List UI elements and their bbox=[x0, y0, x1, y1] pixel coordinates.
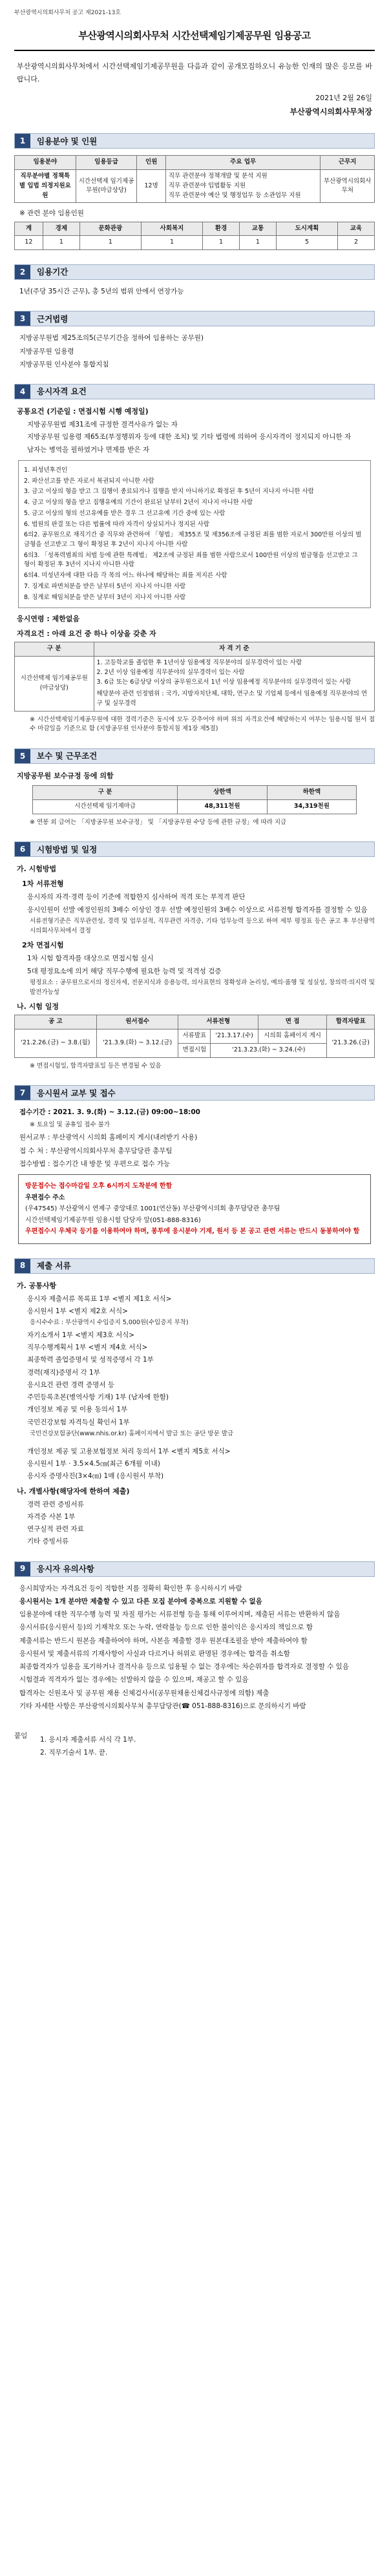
duty-item: 직무 관련분야 예산 및 행정업무 등 소관업무 지원 bbox=[168, 191, 301, 199]
law-item: 지방공무원 인사분야 통합지침 bbox=[19, 360, 109, 368]
section-7-header bbox=[14, 1085, 375, 1101]
law-item: 지방공무원법 제25조의5(근무기간을 정하여 임용하는 공무원) bbox=[19, 334, 204, 343]
box-line: 우편접수시 우체국 등기를 이용하여야 하며, 봉투에 응시분야 기재, 원서 등 본 공고 관련 서류는 반드시 동봉하여야 함 bbox=[25, 1228, 360, 1236]
doc-note: 국민건강보험공단(www.nhis.or.kr) 홈페이지에서 발급 또는 공단 방문 발급 bbox=[30, 1430, 234, 1437]
doc-item: 주민등록초본(병역사항 기재) 1부 (남자에 한함) bbox=[27, 1393, 169, 1402]
disqual-note: 6. 법원의 판결 또는 다른 법률에 따라 자격이 상실되거나 정지된 사람 bbox=[24, 520, 210, 528]
caution-item: 최종합격자가 임용을 포기하거나 결격사유 등으로 임용될 수 없는 경우에는 차순위자를 합격자로 결정할 수 있음 bbox=[19, 1663, 349, 1671]
apply-item: 접 수 처 : 부산광역시의회사무처 총무담당관 총무팀 bbox=[19, 1146, 173, 1155]
table-header: 주요 업무 bbox=[165, 156, 321, 170]
table-header: 근무지 bbox=[321, 156, 375, 170]
qual-note: ※ 시간선택제임기제공무원에 대한 경력기준은 동시에 모두 갖추어야 하며 위의 자격요건에 해당하는지 여부는 임용시험 원서 접수 마감일을 기준으로 함 (지방공무원 인사분야 통합지침 제1장 제5절) bbox=[30, 715, 375, 733]
doc-item: 기타 증빙서류 bbox=[27, 1537, 69, 1546]
caution-item: 응시원서는 1개 분야만 제출할 수 있고 다른 모집 분야에 중복으로 지원할 수 없음 bbox=[19, 1597, 262, 1605]
table-cell: 1 bbox=[141, 236, 202, 250]
table-cell: '21.3.26.(금) bbox=[327, 1029, 375, 1057]
pay-note: ※ 연봉 외 급여는 「지방공무원 보수규정」 및 「지방공무원 수당 등에 관한 규정」에 따라 지급 bbox=[30, 818, 287, 826]
cell-place: 부산광역시의회사무처 bbox=[321, 170, 375, 203]
table-header: 인원 bbox=[137, 156, 166, 170]
table-header: 원서접수 bbox=[96, 1015, 178, 1029]
schedule-note: ※ 면접시험일, 합격자발표일 등은 변경될 수 있음 bbox=[30, 1062, 162, 1070]
attach-item: 1. 응시자 제출서류 서식 각 1부. bbox=[40, 1736, 136, 1744]
section-title: 응시자격 요건 bbox=[37, 386, 87, 397]
table-row bbox=[15, 657, 375, 712]
law-item: 지방공무원 임용령 bbox=[19, 347, 74, 355]
section-8-header bbox=[14, 1258, 375, 1274]
table-header: 환경 bbox=[203, 222, 240, 236]
doc-item: 응시원서 1부 <별지 제2호 서식> bbox=[27, 1307, 128, 1315]
docs-individual-title: 나. 개별사항(해당자에 한하여 제출) bbox=[17, 1486, 130, 1495]
apply-item: 원서교부 : 부산광역시 시의회 홈페이지 게시(내려받기 사용) bbox=[19, 1134, 198, 1142]
stage-1: 1차 서류전형 bbox=[22, 880, 64, 889]
section-number: 3 bbox=[15, 311, 30, 326]
table-cell: 1 bbox=[43, 236, 79, 250]
section-title: 시험방법 및 일정 bbox=[37, 844, 98, 854]
attach-item: 2. 직무기술서 1부. 끝. bbox=[40, 1748, 108, 1757]
doc-item: 자격증 사본 1부 bbox=[27, 1512, 76, 1521]
caution-item: 제출서류는 반드시 원본을 제출하여야 하며, 사본을 제출할 경우 원본대조필을 받아 제출하여야 함 bbox=[19, 1636, 308, 1645]
notice-number: 부산광역시의회사무처 공고 제2021-13호 bbox=[14, 10, 121, 16]
section-number: 9 bbox=[15, 1562, 30, 1576]
table-header: 서류전형 bbox=[178, 1015, 258, 1029]
section-title: 응시원서 교부 및 접수 bbox=[37, 1088, 116, 1098]
table-cell: 서류발표 bbox=[178, 1029, 211, 1044]
intro-text: 부산광역시의회사무처에서 시간선택제임기제공무원을 다음과 같이 공개모집하오니 유능한 인재의 많은 응모를 바랍니다. bbox=[17, 62, 372, 83]
section-number: 2 bbox=[15, 265, 30, 279]
section-4-header bbox=[14, 384, 375, 399]
table-cell: 48,311천원 bbox=[178, 799, 267, 814]
criteria-item: 2. 2년 이상 임용예정 직무분야의 실무경력이 있는 사람 bbox=[96, 668, 245, 676]
table-row bbox=[15, 1029, 375, 1044]
doc-item: 경력 관련 증빙서류 bbox=[27, 1500, 84, 1508]
caution-item: 시험결과 적격자가 없는 경우에는 선발하지 않을 수 있으며, 재공고 할 수 있음 bbox=[19, 1676, 249, 1684]
qual-requirements: 자격요건 : 아래 요건 중 하나 이상을 갖춘 자 bbox=[17, 629, 156, 639]
caution-item: 응시희망자는 자격요건 등이 적합한 지를 정확히 확인한 후 응시하시기 바람 bbox=[19, 1584, 242, 1592]
section-number: 1 bbox=[15, 134, 30, 148]
table-cell: '21.3.17.(수) bbox=[211, 1029, 258, 1044]
mail-info-box bbox=[18, 1174, 371, 1244]
section-number: 4 bbox=[15, 385, 30, 399]
section-2-header bbox=[14, 264, 375, 280]
criteria-item: 3. 6급 또는 6급상당 이상의 공무원으로서 1년 이상 임용예정 직무분야의 실무경력이 있는 사람 bbox=[96, 678, 352, 686]
doc-item: 국민건강보험 자격득실 확인서 1부 bbox=[27, 1418, 130, 1426]
qual-criteria bbox=[94, 657, 374, 712]
qualification-table bbox=[14, 642, 375, 711]
stage-2: 2차 면접시험 bbox=[22, 941, 64, 950]
cell-grade: 시간선택제 임기제공무원(마급상당) bbox=[76, 170, 137, 203]
sub-title: ※ 관련 분야 임용인원 bbox=[19, 209, 84, 218]
qual-common: 공통요건 (기준일 : 면접시험 시행 예정일) bbox=[17, 407, 149, 416]
table-header: 교육 bbox=[338, 222, 375, 236]
table-row bbox=[15, 170, 375, 203]
doc-item: 직무수행계획서 1부 <별지 제4호 서식> bbox=[27, 1344, 148, 1352]
table-cell: 1 bbox=[203, 236, 240, 250]
position-table bbox=[14, 155, 375, 203]
term-text: 1년(주당 35시간 근무), 총 5년의 범위 안에서 연장가능 bbox=[19, 288, 184, 295]
table-row bbox=[32, 799, 356, 814]
table-header: 자 격 기 준 bbox=[94, 642, 374, 657]
table-header: 경제 bbox=[43, 222, 79, 236]
table-cell: '21.3.9.(화) ~ 3.12.(금) bbox=[96, 1029, 178, 1057]
page-title: 부산광역시의회사무처 시간선택제임기제공무원 임용공고 bbox=[14, 28, 375, 51]
disqualification-box bbox=[18, 460, 371, 608]
table-cell: '21.3.23.(화) ~ 3.24.(수) bbox=[211, 1043, 327, 1057]
method-title: 가. 시험방법 bbox=[17, 865, 57, 874]
duty-item: 직무 관련분야 입법활동 지원 bbox=[168, 182, 246, 189]
disqual-note: 2. 파산선고를 받은 자로서 복권되지 아니한 사람 bbox=[24, 477, 154, 485]
table-header: 구 분 bbox=[32, 786, 177, 800]
disqual-note: 3. 금고 이상의 형을 받고 그 집행이 종료되거나 집행을 받지 아니하기로 확정된 후 5년이 지나지 아니한 사람 bbox=[24, 488, 314, 496]
section-title: 임용기간 bbox=[37, 267, 68, 277]
table-header: 하한액 bbox=[267, 786, 356, 800]
stage-item: 응시자의 자격·경력 등이 기준에 적합한지 심사하여 적격 또는 부적격 판단 bbox=[27, 893, 246, 902]
box-line: 방문접수는 접수마감일 오후 6시까지 도착분에 한함 bbox=[25, 1183, 173, 1190]
issuer: 부산광역시의회사무처장 bbox=[289, 107, 372, 116]
box-line: (우47545) 부산광역시 연제구 중앙대로 1001(연산동) 부산광역시의회 총무담당관 총무팀 bbox=[25, 1205, 280, 1213]
pay-table bbox=[32, 785, 357, 814]
qual-label: 시간선택제 임기제공무원(마급상당) bbox=[15, 657, 94, 712]
schedule-title: 나. 시험 일정 bbox=[17, 1002, 59, 1011]
section-number: 6 bbox=[15, 842, 30, 856]
table-header: 계 bbox=[15, 222, 43, 236]
section-1-header bbox=[14, 133, 375, 149]
table-header: 합격자발표 bbox=[327, 1015, 375, 1029]
duty-item: 직무 관련분야 정책개발 및 분석 지원 bbox=[168, 173, 268, 180]
caution-item: 응시원서 및 제출서류의 기재사항이 사실과 다르거나 허위로 판명된 경우에는 합격을 취소함 bbox=[19, 1649, 290, 1658]
stage-item: 응시인원이 선발 예정인원의 3배수 이상인 경우 선발 예정인원의 3배수 이상으로 서류전형 합격자를 결정할 수 있음 bbox=[27, 905, 368, 914]
section-number: 5 bbox=[15, 749, 30, 763]
table-header: 임용분야 bbox=[15, 156, 76, 170]
table-cell: '21.2.26.(금) ~ 3.8.(월) bbox=[15, 1029, 97, 1057]
cell-count: 12명 bbox=[137, 170, 166, 203]
table-cell: 1 bbox=[79, 236, 141, 250]
criteria-item: 해당분야 관련 인정범위 : 국가, 지방자치단체, 대학, 연구소 및 기업체 등에서 임용예정 직무분야의 연구 및 실무경력 bbox=[96, 690, 368, 707]
table-header: 공 고 bbox=[15, 1015, 97, 1029]
section-title: 응시자 유의사항 bbox=[37, 1563, 94, 1574]
section-3-header bbox=[14, 311, 375, 326]
disqual-note: 1. 피성년후견인 bbox=[24, 466, 68, 474]
table-header: 상한액 bbox=[178, 786, 267, 800]
pay-sub: 지방공무원 보수규정 등에 의함 bbox=[17, 772, 114, 781]
table-cell: 면접시험 bbox=[178, 1043, 211, 1057]
qual-item: 남자는 병역을 필하였거나 면제를 받은 자 bbox=[27, 445, 150, 454]
apply-note: ※ 토요일 및 공휴일 접수 불가 bbox=[30, 1121, 110, 1128]
stage-item: 1차 시험 합격자를 대상으로 면접시험 실시 bbox=[27, 955, 154, 963]
doc-item: 응시요건 관련 경력 증명서 등 bbox=[27, 1380, 115, 1389]
stage-item: 5대 평정요소에 의거 해당 직무수행에 필요한 능력 및 적격성 검증 bbox=[27, 967, 222, 975]
disqual-note: 6의3. 「성폭력범죄의 처벌 등에 관한 특례법」 제2조에 규정된 죄를 범한 사람으로서 100만원 이상의 벌금형을 선고받고 그 형이 확정된 후 3년이 지나지 아니한 사람 bbox=[24, 551, 358, 569]
disqual-note: 6의4. 미성년자에 대한 다음 각 목의 어느 하나에 해당하는 죄를 저지른 사람 bbox=[24, 572, 227, 580]
doc-item: 개인정보 제공 및 고용보험정보 처리 동의서 1부 <별지 제5호 서식> bbox=[27, 1447, 231, 1455]
table-cell: 2 bbox=[338, 236, 375, 250]
section-title: 임용분야 및 인원 bbox=[37, 136, 98, 146]
doc-item: 응시자 제출서류 목록표 1부 <별지 제1호 서식> bbox=[27, 1294, 172, 1303]
table-cell: 1 bbox=[239, 236, 276, 250]
table-header: 면 접 bbox=[258, 1015, 326, 1029]
doc-item: 연구실적 관련 자료 bbox=[27, 1525, 84, 1534]
doc-item: 응시원서 1부 · 3.5×4.5㎝(최근 6개월 이내) bbox=[27, 1459, 160, 1468]
cell-field: 직무분야별 정책특별 입법 의정지원요원 bbox=[15, 170, 76, 203]
apply-item: 접수방법 : 접수기간 내 방문 및 우편으로 접수 가능 bbox=[19, 1159, 171, 1168]
table-header: 사회복지 bbox=[141, 222, 202, 236]
table-header: 임용등급 bbox=[76, 156, 137, 170]
stage-note: 평정요소 : 공무원으로서의 정신자세, 전문지식과 응용능력, 의사표현의 정확성과 논리성, 예의·품행 및 성실성, 창의력·의지력 및 발전가능성 bbox=[30, 978, 375, 996]
docs-common-title: 가. 공통사항 bbox=[17, 1281, 57, 1290]
table-cell: 12 bbox=[15, 236, 43, 250]
section-title: 제출 서류 bbox=[37, 1260, 71, 1271]
doc-item: 개인정보 제공 및 이용 동의서 1부 bbox=[27, 1406, 128, 1414]
table-cell: 34,319천원 bbox=[267, 799, 356, 814]
criteria-item: 1. 고등학교를 졸업한 후 1년이상 임용예정 직무분야의 실무경력이 있는 사람 bbox=[96, 659, 302, 667]
doc-note: 응시수수료 : 부산광역시 수입증지 5,000원(수입증지 부착) bbox=[30, 1319, 189, 1327]
table-cell: 시간선택제 임기제마급 bbox=[32, 799, 177, 814]
table-header: 구 분 bbox=[15, 642, 94, 657]
attach-label: 붙임 bbox=[14, 1732, 28, 1740]
caution-item: 임용분야에 대한 직무수행 능력 및 자질 평가는 서류전형 등을 통해 이루어지며, 제출된 서류는 반환하지 않음 bbox=[19, 1610, 341, 1619]
section-9-header bbox=[14, 1561, 375, 1577]
qual-item: 지방공무원 임용령 제65조(부정행위자 등에 대한 조치) 및 기타 법령에 의하여 응시자격이 정지되지 아니한 자 bbox=[27, 433, 352, 441]
section-title: 보수 및 근무조건 bbox=[37, 751, 98, 761]
qual-item: 지방공무원법 제31조에 규정한 결격사유가 없는 자 bbox=[27, 421, 178, 429]
box-line: 우편접수 주소 bbox=[25, 1194, 65, 1201]
table-cell: 시의회 홈페이지 게시 bbox=[258, 1029, 326, 1044]
doc-item: 응시자 증명사진(3×4㎝) 1매 (응시원서 부착) bbox=[27, 1472, 164, 1481]
disqual-note: 6의2. 공무원으로 재직기간 중 직무와 관련하여 「형법」 제355조 및 제356조에 규정된 죄를 범한 자로서 300만원 이상의 벌금형을 선고받고 그 형이 확정된 후 2년이 지나지 아니한 사람 bbox=[24, 531, 362, 548]
qual-age: 응시연령 : 제한없음 bbox=[17, 615, 80, 624]
cell-duties bbox=[165, 170, 321, 203]
doc-item: 최종학력 졸업증명서 및 성적증명서 각 1부 bbox=[27, 1356, 154, 1364]
disqual-note: 5. 금고 이상의 형의 선고유예를 받은 경우 그 선고유예 기간 중에 있는 사람 bbox=[24, 509, 226, 517]
caution-item: 합격자는 신원조사 및 공무원 채용 신체검사서(공무원채용신체검사규정에 의함) 제출 bbox=[19, 1689, 269, 1697]
notice-date: 2021년 2월 26일 bbox=[315, 93, 372, 102]
doc-item: 자기소개서 1부 <별지 제3호 서식> bbox=[27, 1331, 135, 1339]
doc-item: 경력(재직)증명서 각 1부 bbox=[27, 1368, 100, 1377]
box-line: 시간선택제임기제공무원 임용시험 담당자 앞(051-888-8316) bbox=[25, 1216, 201, 1224]
disqual-note: 4. 금고 이상의 형을 받고 집행유예의 기간이 완료된 날부터 2년이 지나지 아니한 사람 bbox=[24, 499, 253, 507]
caution-item: 응시서류(응시원서 등)의 기재착오 또는 누락, 연락불능 등으로 인한 불이익은 응시자의 책임으로 함 bbox=[19, 1623, 313, 1632]
table-header: 교통 bbox=[239, 222, 276, 236]
table-header: 도시계획 bbox=[276, 222, 337, 236]
section-number: 7 bbox=[15, 1086, 30, 1100]
table-row bbox=[15, 236, 375, 250]
section-5-header bbox=[14, 748, 375, 764]
attachments bbox=[14, 1731, 375, 1762]
section-number: 8 bbox=[15, 1259, 30, 1273]
stage-note: 서류전형기준은 직무관련성, 경력 및 업무실적, 직무관련 자격증, 기타 업무능력 등으로 하며 세부 평정표 등은 공고 후 부산광역시의회사무처에서 결정 bbox=[30, 917, 375, 934]
caution-item: 기타 자세한 사항은 부산광역시의회사무처 총무담당관(☎ 051-888-8316)으로 문의하시기 바람 bbox=[19, 1702, 306, 1711]
table-cell: 5 bbox=[276, 236, 337, 250]
field-count-table bbox=[14, 222, 375, 250]
section-title: 근거법령 bbox=[37, 313, 68, 324]
disqual-note: 7. 징계로 파면처분을 받은 날부터 5년이 지나지 아니한 사람 bbox=[24, 582, 186, 590]
schedule-table bbox=[14, 1015, 375, 1057]
apply-item: 접수기간 : 2021. 3. 9.(화) ~ 3.12.(금) 09:00~18:00 bbox=[19, 1108, 200, 1117]
section-6-header bbox=[14, 841, 375, 857]
disqual-note: 8. 징계로 해임처분을 받은 날부터 3년이 지나지 아니한 사람 bbox=[24, 593, 186, 601]
table-header: 문화관광 bbox=[79, 222, 141, 236]
